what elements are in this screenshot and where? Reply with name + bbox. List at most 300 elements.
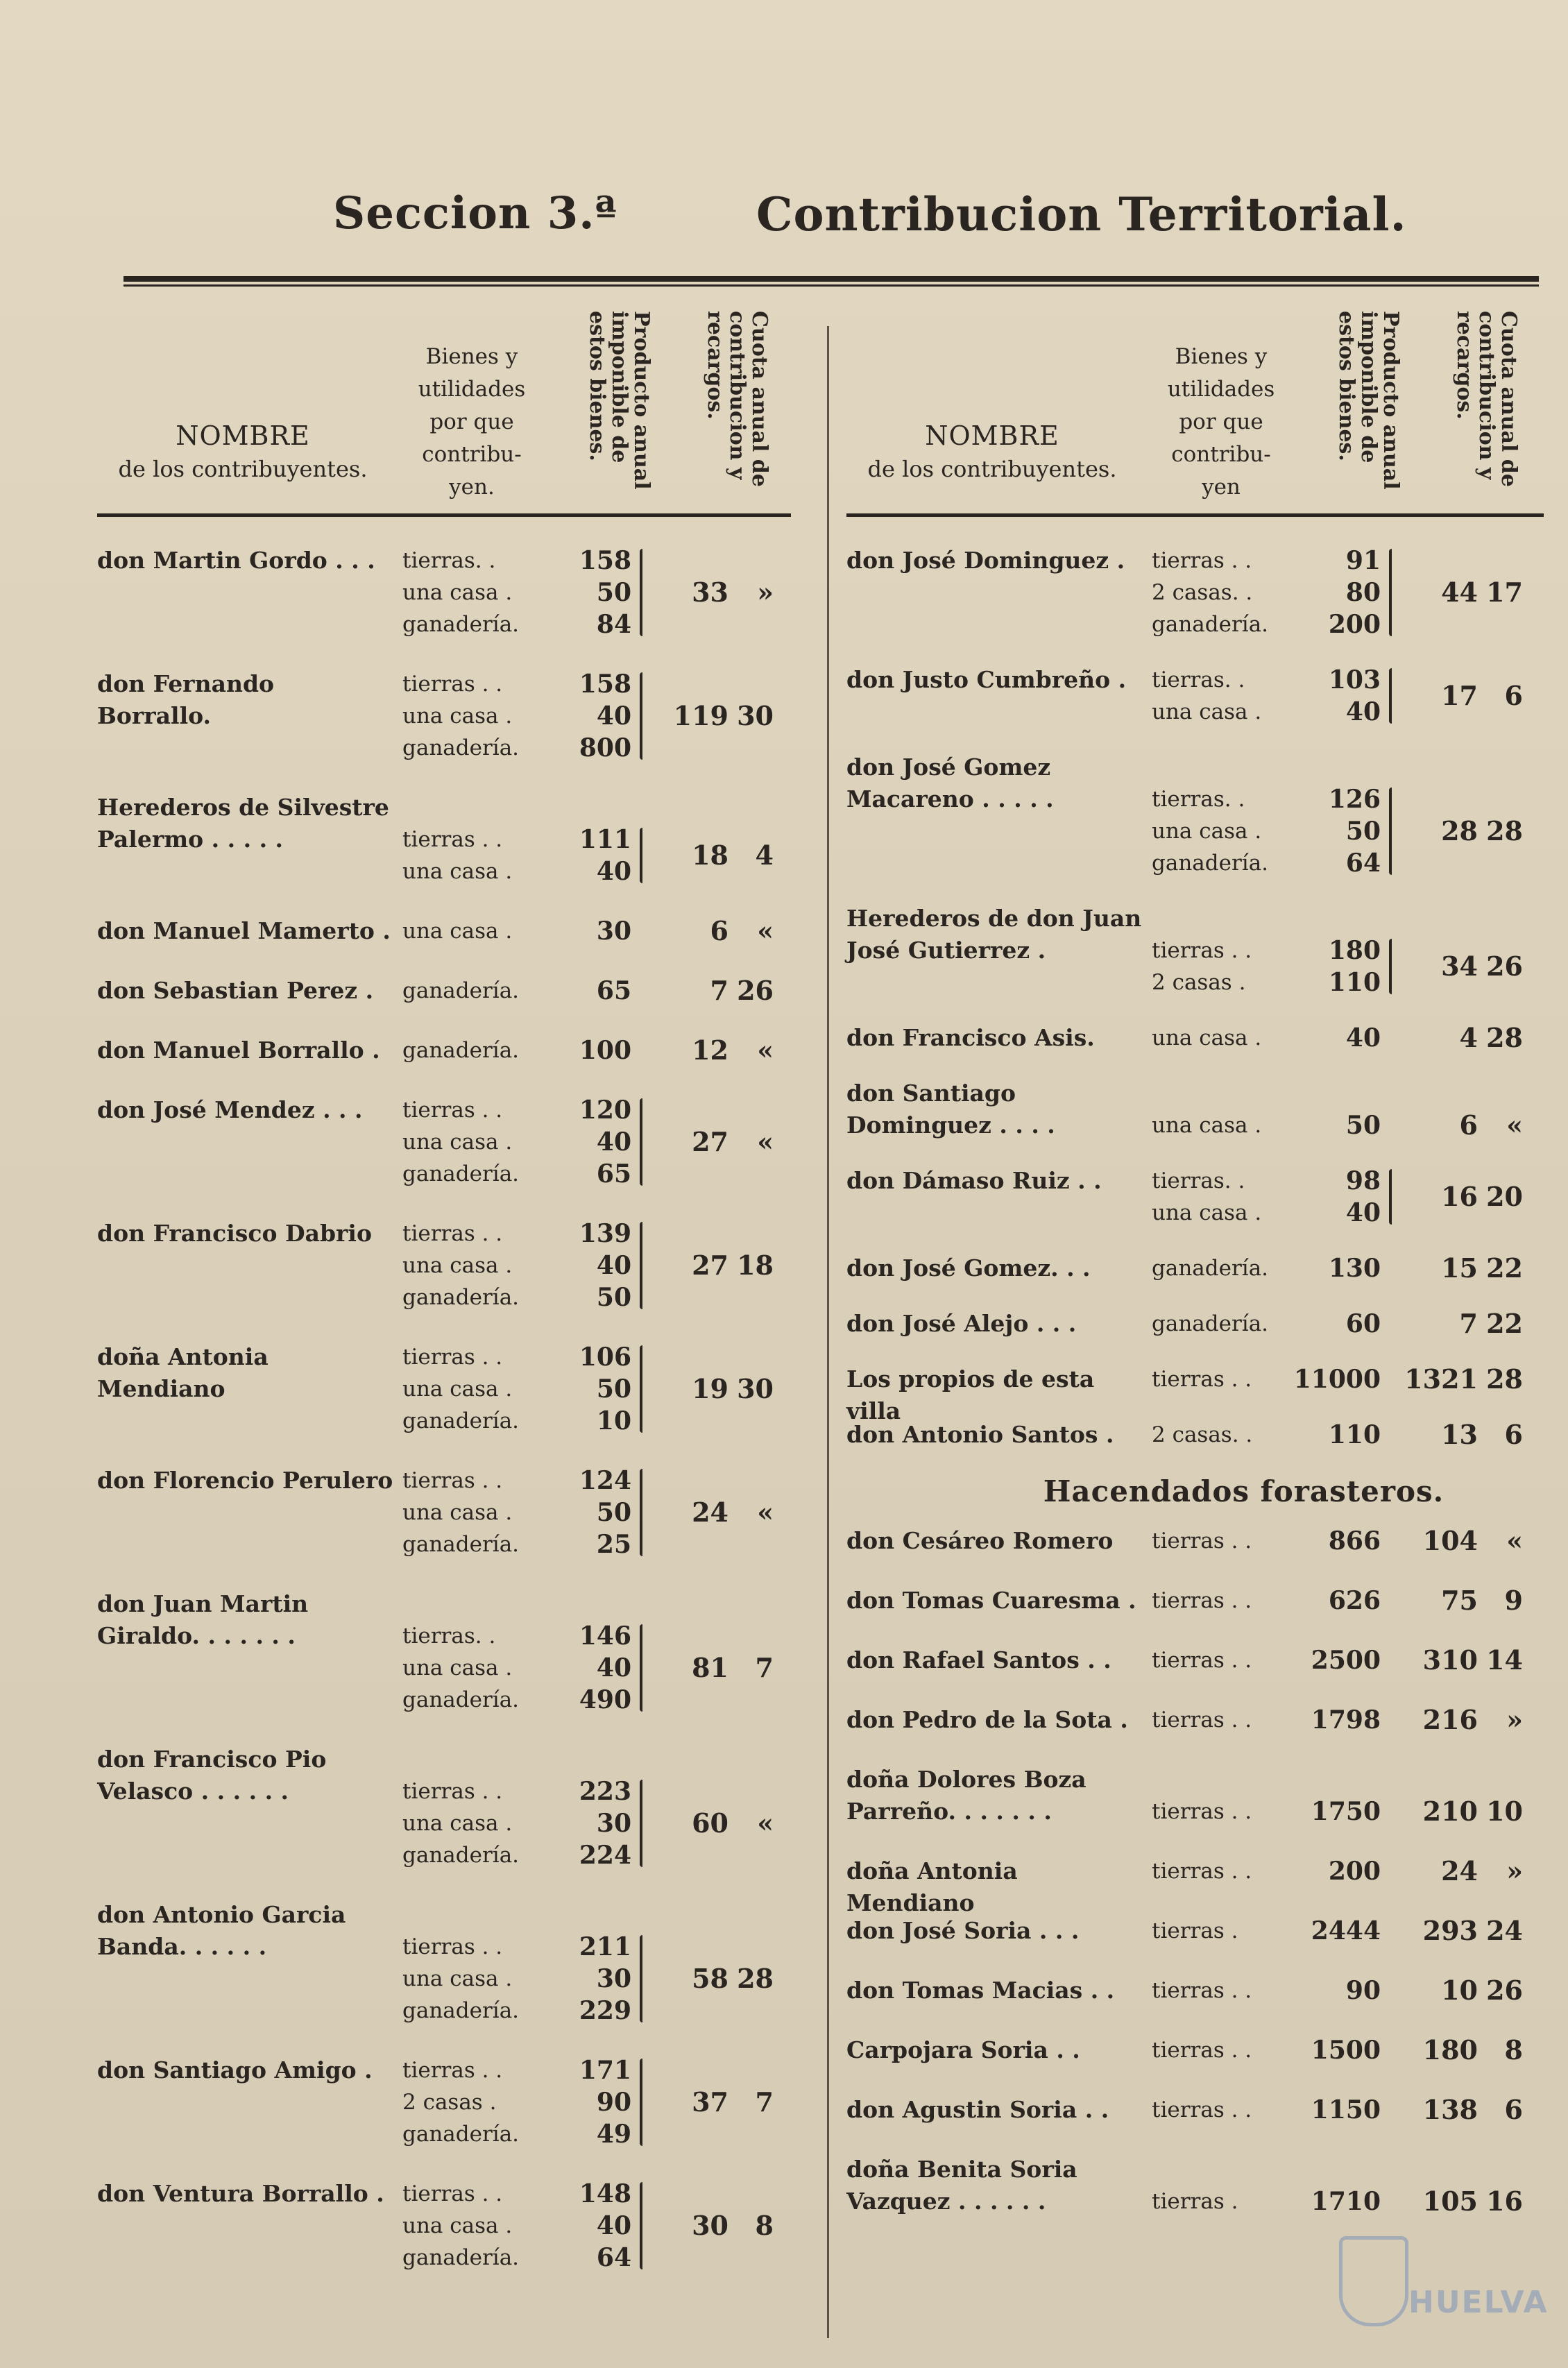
cuota-centimos: » bbox=[1506, 1704, 1523, 1735]
producto-value: 800 bbox=[579, 733, 631, 763]
bien-label: ganadería. bbox=[402, 1161, 520, 1186]
cuota-pesetas: 33 bbox=[692, 577, 728, 608]
producto-value: 200 bbox=[1328, 610, 1381, 639]
cuota-pesetas: 7 bbox=[1459, 1308, 1478, 1339]
entry-items bbox=[402, 1094, 774, 1190]
cuota-pesetas: 210 bbox=[1422, 1796, 1478, 1827]
cuota-centimos: 10 bbox=[1486, 1796, 1523, 1827]
cuota-pesetas: 81 bbox=[692, 1652, 728, 1683]
producto-value: 50 bbox=[596, 1498, 631, 1527]
cuota-centimos: 6 bbox=[1504, 2094, 1523, 2125]
cuota-pesetas: 216 bbox=[1422, 1704, 1478, 1735]
bien-label: tierras . . bbox=[402, 672, 503, 697]
cuota-pesetas: 16 bbox=[1441, 1181, 1478, 1212]
entry-item bbox=[402, 1684, 763, 1716]
header-rule-thin bbox=[123, 284, 1539, 287]
cuota-pesetas: 17 bbox=[1441, 680, 1478, 711]
bien-label: tierras . . bbox=[1152, 1588, 1252, 1613]
producto-value: 65 bbox=[596, 976, 631, 1005]
contributor-name: don Sebastian Perez . bbox=[97, 977, 374, 1004]
producto-value: 224 bbox=[579, 1841, 631, 1870]
brace-icon bbox=[640, 549, 642, 636]
producto-value: 50 bbox=[596, 1283, 631, 1312]
cuota-centimos: 4 bbox=[755, 840, 774, 871]
bien-label: tierras . . bbox=[402, 1098, 503, 1123]
producto-value: 120 bbox=[579, 1096, 631, 1125]
shield-icon bbox=[1339, 2236, 1408, 2326]
cuota-centimos: « bbox=[757, 915, 774, 946]
cuota-centimos: 28 bbox=[737, 1963, 774, 1994]
ledger-entry bbox=[97, 2054, 791, 2178]
bien-label: tierras . . bbox=[1152, 1978, 1252, 2003]
contributor-name: don Manuel Borrallo . bbox=[97, 1037, 380, 1064]
entry-items bbox=[402, 824, 774, 887]
contributor-name: doña Dolores Boza Parreño. . . . . . . bbox=[846, 1766, 1086, 1825]
entry-items bbox=[402, 1775, 774, 1871]
bien-label: tierras . . bbox=[402, 1934, 503, 1959]
cuota-centimos: « bbox=[757, 1497, 774, 1528]
producto-value: 40 bbox=[596, 857, 631, 886]
cuota-pesetas: 180 bbox=[1422, 2034, 1478, 2065]
bien-label: tierras . bbox=[1152, 2189, 1238, 2214]
producto-value: 64 bbox=[596, 2243, 631, 2272]
cuota-pesetas: 37 bbox=[692, 2086, 728, 2118]
bien-label: tierras. . bbox=[1152, 1168, 1245, 1193]
cuota-pesetas: 293 bbox=[1422, 1915, 1478, 1946]
contributor-name: don Antonio Santos . bbox=[846, 1421, 1114, 1448]
bien-label: una casa . bbox=[402, 2213, 513, 2238]
ledger-entry bbox=[846, 1764, 1544, 1855]
producto-value: 106 bbox=[579, 1343, 631, 1372]
entry-item bbox=[402, 1775, 763, 1807]
ledger-entry bbox=[97, 1218, 791, 1341]
contributor-name: don Antonio Garcia Banda. . . . . . bbox=[97, 1901, 346, 1960]
cuota-pesetas: 10 bbox=[1441, 1975, 1478, 2006]
entry-items bbox=[402, 2054, 774, 2150]
entry-item bbox=[402, 1465, 763, 1497]
entry-items bbox=[402, 1218, 774, 1313]
entry-items bbox=[402, 668, 774, 764]
entry-items bbox=[1152, 1704, 1523, 1736]
producto-value: 50 bbox=[596, 578, 631, 607]
ledger-entry bbox=[97, 1094, 791, 1218]
cuota-centimos: 26 bbox=[737, 975, 774, 1006]
brace-icon bbox=[1389, 549, 1392, 636]
contributor-name: don Tomas Cuaresma . bbox=[846, 1587, 1136, 1614]
bien-label: tierras . . bbox=[1152, 1799, 1252, 1824]
producto-value: 10 bbox=[596, 1406, 631, 1436]
cuota-pesetas: 1321 bbox=[1404, 1363, 1478, 1395]
cuota-centimos: 30 bbox=[737, 1373, 774, 1404]
column-divider bbox=[827, 326, 829, 2338]
brace-icon bbox=[640, 2182, 642, 2269]
cuota-pesetas: 138 bbox=[1422, 2094, 1478, 2125]
bien-label: 2 casas . bbox=[1152, 970, 1246, 995]
cuota-pesetas: 104 bbox=[1422, 1525, 1478, 1556]
brace-icon bbox=[640, 1222, 642, 1309]
contributor-name: don José Dominguez . bbox=[846, 547, 1125, 574]
left-entries bbox=[97, 545, 791, 2301]
entry-items bbox=[1152, 1252, 1523, 1284]
bien-label: una casa . bbox=[402, 1377, 513, 1402]
bien-label: tierras . . bbox=[402, 1779, 503, 1804]
ledger-entry bbox=[97, 975, 791, 1034]
entry-items bbox=[1152, 1796, 1523, 1828]
header-nombre: NOMBRE de los contribuyentes. bbox=[867, 420, 1117, 482]
bien-label: tierras . . bbox=[402, 1345, 503, 1370]
header-producto: Producto anual imponible de estos bienes. bbox=[585, 311, 654, 490]
entry-items bbox=[1152, 783, 1523, 879]
producto-value: 148 bbox=[579, 2179, 631, 2208]
ledger-entry bbox=[846, 751, 1544, 903]
cuota-pesetas: 119 bbox=[673, 700, 728, 731]
producto-value: 11000 bbox=[1293, 1365, 1381, 1394]
producto-value: 1500 bbox=[1311, 2036, 1381, 2065]
producto-value: 30 bbox=[596, 1809, 631, 1838]
contributor-name: doña Antonia Mendiano bbox=[846, 1857, 1018, 1916]
bien-label: ganadería. bbox=[1152, 851, 1269, 876]
entry-item bbox=[402, 1405, 763, 1437]
ledger-entry bbox=[846, 1165, 1544, 1252]
entry-item bbox=[1152, 545, 1512, 577]
producto-value: 25 bbox=[596, 1530, 631, 1559]
bien-label: ganadería. bbox=[1152, 612, 1269, 637]
producto-value: 40 bbox=[596, 1127, 631, 1157]
bien-label: tierras . . bbox=[1152, 1367, 1252, 1392]
ledger-entry bbox=[97, 1034, 791, 1094]
contributor-name: don José Mendez . . . bbox=[97, 1096, 363, 1123]
entry-items bbox=[1152, 1109, 1523, 1141]
producto-value: 40 bbox=[1345, 1198, 1381, 1227]
producto-value: 50 bbox=[1345, 817, 1381, 846]
contributor-name: don José Alejo . . . bbox=[846, 1310, 1077, 1337]
entry-item bbox=[402, 2178, 763, 2210]
contributor-name: don Francisco Asis. bbox=[846, 1024, 1095, 1051]
entry-item bbox=[1152, 847, 1512, 879]
brace-icon bbox=[1389, 1169, 1392, 1225]
bien-label: una casa . bbox=[402, 1253, 513, 1278]
producto-value: 1150 bbox=[1311, 2095, 1381, 2124]
bien-label: tierras . . bbox=[1152, 2097, 1252, 2122]
cuota-centimos: » bbox=[757, 577, 774, 608]
brace-icon bbox=[640, 2059, 642, 2146]
bien-label: tierras. . bbox=[402, 1624, 496, 1649]
cuota-centimos: 16 bbox=[1486, 2186, 1523, 2217]
brace-icon bbox=[1389, 787, 1392, 875]
entry-items bbox=[402, 2178, 774, 2274]
producto-value: 223 bbox=[579, 1777, 631, 1806]
cuota-pesetas: 34 bbox=[1441, 951, 1478, 982]
bien-label: tierras . . bbox=[1152, 938, 1252, 963]
cuota-pesetas: 27 bbox=[692, 1126, 728, 1157]
contributor-name: Herederos de Silvestre Palermo . . . . . bbox=[97, 794, 389, 853]
brace-icon bbox=[1389, 668, 1392, 724]
bien-label: tierras . . bbox=[1152, 1859, 1252, 1884]
producto-value: 84 bbox=[596, 610, 631, 639]
entry-items bbox=[1152, 1975, 1523, 2007]
contributor-name: Carpojara Soria . . bbox=[846, 2036, 1080, 2063]
ledger-entry bbox=[846, 1252, 1544, 1308]
bien-label: ganadería. bbox=[402, 1998, 520, 2023]
bien-label: una casa . bbox=[402, 1811, 513, 1836]
producto-value: 50 bbox=[1345, 1111, 1381, 1140]
ledger-entry bbox=[846, 2154, 1544, 2245]
entry-item bbox=[402, 1094, 763, 1126]
cuota-centimos: « bbox=[757, 1807, 774, 1839]
producto-value: 100 bbox=[579, 1036, 631, 1065]
contributor-name: don Agustin Soria . . bbox=[846, 2096, 1109, 2123]
entry-items bbox=[402, 915, 774, 947]
producto-value: 90 bbox=[596, 2088, 631, 2117]
cuota-centimos: 6 bbox=[1504, 1419, 1523, 1450]
producto-value: 50 bbox=[596, 1374, 631, 1404]
column-header bbox=[846, 298, 1544, 517]
cuota-pesetas: 4 bbox=[1459, 1022, 1478, 1053]
contributor-name: doña Antonia Mendiano bbox=[97, 1343, 269, 1402]
ledger-entry bbox=[97, 1341, 791, 1465]
cuota-pesetas: 24 bbox=[692, 1497, 728, 1528]
cuota-centimos: 7 bbox=[755, 2086, 774, 2118]
bien-label: 2 casas. . bbox=[1152, 580, 1253, 605]
producto-value: 40 bbox=[596, 1653, 631, 1683]
cuota-centimos: 6 bbox=[1504, 680, 1523, 711]
bien-label: tierras . . bbox=[1152, 2038, 1252, 2063]
cuota-centimos: 18 bbox=[737, 1250, 774, 1281]
ledger-entry bbox=[97, 545, 791, 668]
producto-value: 1710 bbox=[1311, 2187, 1381, 2216]
producto-value: 90 bbox=[1345, 1976, 1381, 2005]
header-cuota: Cuota anual de contribucion y recargos. bbox=[703, 311, 772, 487]
entry-items bbox=[1152, 1525, 1523, 1557]
contributor-name: doña Benita Soria Vazquez . . . . . . bbox=[846, 2156, 1077, 2215]
bien-label: una casa . bbox=[1152, 699, 1262, 724]
bien-label: ganadería. bbox=[402, 612, 520, 637]
entry-items bbox=[1152, 935, 1523, 998]
bien-label: tierras. . bbox=[402, 548, 496, 573]
page-header bbox=[0, 187, 1568, 257]
bien-label: una casa . bbox=[1152, 1200, 1262, 1225]
entry-item bbox=[402, 1341, 763, 1373]
producto-value: 64 bbox=[1345, 849, 1381, 878]
ledger-entry bbox=[846, 545, 1544, 664]
producto-value: 158 bbox=[579, 670, 631, 699]
cuota-pesetas: 24 bbox=[1441, 1855, 1478, 1886]
producto-value: 60 bbox=[1345, 1309, 1381, 1338]
cuota-centimos: 22 bbox=[1486, 1308, 1523, 1339]
ledger-entry bbox=[846, 1363, 1544, 1424]
bien-label: una casa . bbox=[402, 859, 513, 884]
forasteros-entries bbox=[846, 1525, 1544, 2245]
producto-value: 110 bbox=[1328, 1420, 1381, 1449]
page-title: Contribucion Territorial. bbox=[756, 187, 1407, 241]
cuota-centimos: 14 bbox=[1486, 1644, 1523, 1676]
entry-items bbox=[1152, 1855, 1523, 1887]
header-bienes: Bienes y utilidades por que contribu- yen bbox=[1167, 344, 1275, 500]
contributor-name: don Tomas Macias . . bbox=[846, 1977, 1115, 2004]
subheading-forasteros: Hacendados forasteros. bbox=[1043, 1474, 1445, 1508]
producto-value: 130 bbox=[1328, 1254, 1381, 1283]
contributor-name: don Juan Martin Giraldo. . . . . . . bbox=[97, 1590, 309, 1649]
column-header bbox=[97, 298, 791, 517]
ledger-entry bbox=[846, 1644, 1544, 1704]
bien-label: ganadería. bbox=[1152, 1256, 1269, 1281]
bien-label: tierras . . bbox=[1152, 1707, 1252, 1732]
producto-value: 1750 bbox=[1311, 1797, 1381, 1826]
brace-icon bbox=[640, 1935, 642, 2022]
bien-label: ganadería. bbox=[402, 2245, 520, 2270]
brace-icon bbox=[640, 672, 642, 760]
ledger-entry bbox=[846, 1855, 1544, 1915]
entry-items bbox=[1152, 1419, 1523, 1451]
cuota-pesetas: 60 bbox=[692, 1807, 728, 1839]
bien-label: una casa . bbox=[402, 1500, 513, 1525]
ledger-entry bbox=[97, 2178, 791, 2301]
ledger-entry bbox=[846, 2034, 1544, 2094]
contributor-name: don Ventura Borrallo . bbox=[97, 2180, 384, 2207]
cuota-centimos: 28 bbox=[1486, 1363, 1523, 1395]
bien-label: una casa . bbox=[402, 1655, 513, 1680]
entry-items bbox=[402, 545, 774, 640]
entry-items bbox=[1152, 1915, 1523, 1947]
cuota-pesetas: 44 bbox=[1441, 577, 1478, 608]
ledger-entry bbox=[97, 915, 791, 975]
cuota-centimos: » bbox=[1506, 1855, 1523, 1886]
bien-label: tierras . . bbox=[1152, 1648, 1252, 1673]
contributor-name: don Pedro de la Sota . bbox=[846, 1706, 1128, 1733]
ledger-entry bbox=[846, 664, 1544, 751]
cuota-centimos: « bbox=[1506, 1109, 1523, 1141]
brace-icon bbox=[640, 1469, 642, 1556]
bien-label: una casa . bbox=[402, 1130, 513, 1155]
ledger-entry bbox=[97, 1465, 791, 1588]
producto-value: 98 bbox=[1345, 1166, 1381, 1195]
bien-label: una casa . bbox=[1152, 1113, 1262, 1138]
cuota-centimos: 30 bbox=[737, 700, 774, 731]
ledger-entry bbox=[97, 1588, 791, 1744]
bien-label: ganadería. bbox=[402, 978, 520, 1003]
ledger-entry bbox=[846, 2094, 1544, 2154]
producto-value: 626 bbox=[1328, 1586, 1381, 1615]
bien-label: una casa . bbox=[402, 1966, 513, 1991]
cuota-centimos: « bbox=[1506, 1525, 1523, 1556]
entry-items bbox=[402, 975, 774, 1007]
cuota-pesetas: 58 bbox=[692, 1963, 728, 1994]
cuota-centimos: 26 bbox=[1486, 951, 1523, 982]
bien-label: tierras. . bbox=[1152, 787, 1245, 812]
contributor-name: don Justo Cumbreño . bbox=[846, 666, 1127, 693]
entry-item bbox=[402, 1931, 763, 1963]
entry-item bbox=[1152, 608, 1512, 640]
cuota-centimos: 20 bbox=[1486, 1181, 1523, 1212]
contributor-name: don José Gomez Macareno . . . . . bbox=[846, 753, 1054, 812]
bien-label: tierras . . bbox=[402, 1221, 503, 1246]
bien-label: ganadería. bbox=[402, 1687, 520, 1712]
producto-value: 65 bbox=[596, 1159, 631, 1189]
bien-label: ganadería. bbox=[1152, 1311, 1269, 1336]
entry-item bbox=[402, 545, 763, 577]
cuota-centimos: 28 bbox=[1486, 815, 1523, 846]
entry-items bbox=[402, 1341, 774, 1437]
entry-items bbox=[402, 1465, 774, 1560]
header-cuota: Cuota anual de contribucion y recargos. bbox=[1452, 311, 1521, 487]
entry-items bbox=[1152, 2034, 1523, 2066]
header-bienes: Bienes y utilidades por que contribu- yen. bbox=[418, 344, 526, 500]
cuota-centimos: 8 bbox=[1504, 2034, 1523, 2065]
cuota-pesetas: 105 bbox=[1422, 2186, 1478, 2217]
producto-value: 490 bbox=[579, 1685, 631, 1714]
producto-value: 139 bbox=[579, 1219, 631, 1248]
producto-value: 40 bbox=[596, 2211, 631, 2240]
right-entries bbox=[846, 545, 1544, 1474]
section-title: Seccion 3.ª bbox=[333, 187, 617, 239]
bien-label: una casa . bbox=[402, 580, 513, 605]
bien-label: ganadería. bbox=[402, 2122, 520, 2147]
cuota-pesetas: 28 bbox=[1441, 815, 1478, 846]
bien-label: ganadería. bbox=[402, 735, 520, 760]
bien-label: ganadería. bbox=[402, 1532, 520, 1557]
entry-item bbox=[402, 2242, 763, 2274]
bien-label: ganadería. bbox=[402, 1038, 520, 1063]
producto-value: 1798 bbox=[1311, 1705, 1381, 1735]
bien-label: una casa . bbox=[402, 704, 513, 729]
entry-item bbox=[402, 1995, 763, 2027]
bien-label: tierras . . bbox=[402, 827, 503, 852]
producto-value: 229 bbox=[579, 1996, 631, 2025]
entry-items bbox=[1152, 1644, 1523, 1676]
bien-label: tierras . . bbox=[402, 1468, 503, 1493]
contributor-name: don Francisco Pio Velasco . . . . . . bbox=[97, 1746, 327, 1805]
producto-value: 91 bbox=[1345, 546, 1381, 575]
cuota-pesetas: 19 bbox=[692, 1373, 728, 1404]
cuota-pesetas: 12 bbox=[692, 1034, 728, 1066]
brace-icon bbox=[640, 1345, 642, 1433]
bien-label: tierras . . bbox=[402, 2058, 503, 2083]
entry-item bbox=[402, 1218, 763, 1250]
producto-value: 103 bbox=[1328, 665, 1381, 695]
header-nombre: NOMBRE de los contribuyentes. bbox=[118, 420, 368, 482]
cuota-pesetas: 18 bbox=[692, 840, 728, 871]
entry-item bbox=[402, 2118, 763, 2150]
cuota-centimos: 7 bbox=[755, 1652, 774, 1683]
ledger-entry bbox=[846, 1975, 1544, 2034]
left-column bbox=[97, 298, 791, 2338]
bien-label: tierras. . bbox=[1152, 667, 1245, 692]
bien-label: tierras . . bbox=[1152, 1528, 1252, 1553]
cuota-centimos: 26 bbox=[1486, 1975, 1523, 2006]
ledger-entry bbox=[846, 1077, 1544, 1165]
cuota-centimos: 17 bbox=[1486, 577, 1523, 608]
entry-items bbox=[1152, 1585, 1523, 1617]
entry-item bbox=[402, 608, 763, 640]
bien-label: una casa . bbox=[1152, 819, 1262, 844]
entry-items bbox=[1152, 545, 1523, 640]
entry-items bbox=[1152, 1022, 1523, 1054]
entry-item bbox=[402, 1158, 763, 1190]
cuota-centimos: « bbox=[757, 1034, 774, 1066]
bien-label: 2 casas . bbox=[402, 2090, 497, 2115]
entry-items bbox=[402, 1931, 774, 2027]
producto-value: 2444 bbox=[1311, 1916, 1381, 1945]
producto-value: 40 bbox=[596, 1251, 631, 1280]
cuota-centimos: 9 bbox=[1504, 1585, 1523, 1616]
bien-label: una casa . bbox=[1152, 1025, 1262, 1050]
producto-value: 200 bbox=[1328, 1857, 1381, 1886]
producto-value: 158 bbox=[579, 546, 631, 575]
ledger-entry bbox=[97, 668, 791, 792]
producto-value: 30 bbox=[596, 1964, 631, 1993]
entry-item bbox=[402, 2054, 763, 2086]
bien-label: ganadería. bbox=[402, 1408, 520, 1433]
